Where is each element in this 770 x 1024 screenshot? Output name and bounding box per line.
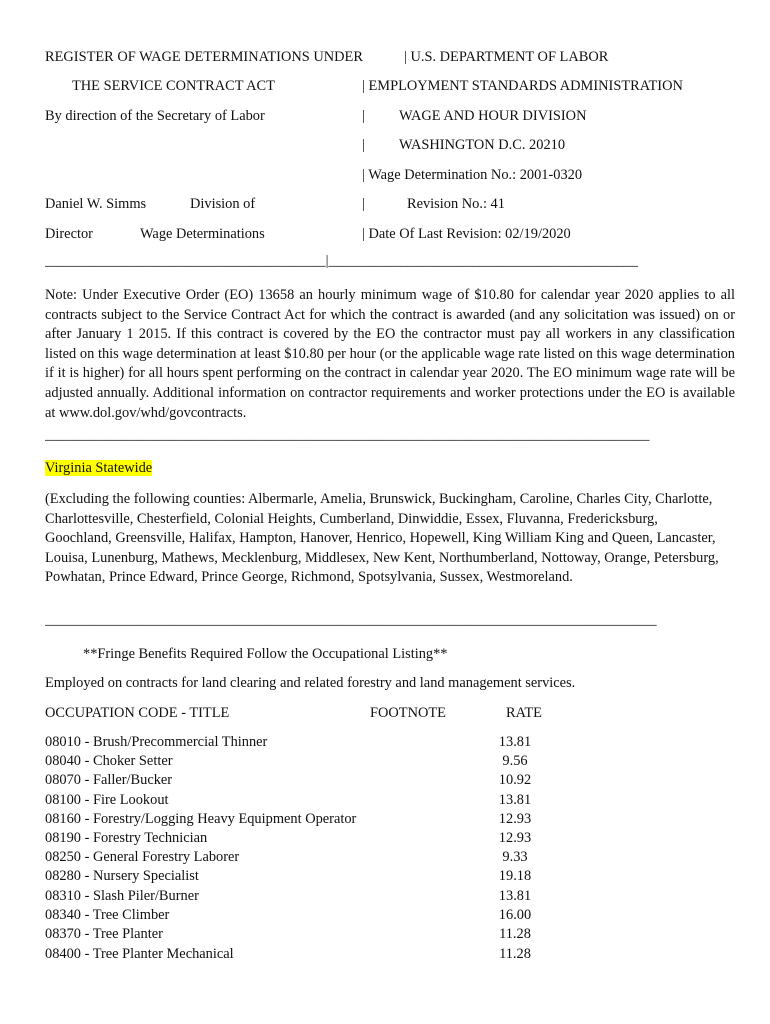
occupation-title: 08190 - Forestry Technician — [45, 830, 208, 846]
occupation-rate: 13.81 — [498, 734, 532, 750]
location-title — [45, 461, 152, 475]
last-revision-date: | Date Of Last Revision: 02/19/2020 — [362, 226, 571, 242]
table-row — [45, 850, 545, 869]
separator-bar: | — [362, 137, 365, 153]
section-divider: ____________________________________________________________________________________ — [45, 428, 650, 443]
signer-title: Director — [45, 226, 93, 242]
occupation-column-header: OCCUPATION CODE - TITLE — [45, 705, 230, 721]
table-row — [45, 869, 545, 888]
occupation-title: 08370 - Tree Planter — [45, 926, 163, 942]
excluded-counties: (Excluding the following counties: Albermarle, Amelia, Brunswick, Buckingham, Caroline, Charles City, Charlotte, Charlottesville, Chesterfield, Colonial Heights, Cumberland, Dinwiddie, Essex, Fluvanna, Fredericksburg, Goochland, Greensville, Halifax, Hampton, Hanover, Henrico, Hopewell, King William King and Queen, Lancaster, Louisa, Lunenburg, Mathews, Mecklenburg, Middlesex, New Kent, Northumberland, Nottoway, Orange, Petersburg, Powhatan, Prince Edward, Prince George, Richmond, Spotsylvania, Sussex, Westmoreland. — [45, 491, 719, 586]
section-divider: _____________________________________________________________________________________ — [45, 613, 657, 628]
signer-name: Daniel W. Simms — [45, 196, 147, 212]
department-title: | U.S. DEPARTMENT OF LABOR — [404, 49, 609, 65]
location-highlight: Virginia Statewide — [45, 460, 153, 476]
direction-line: By direction of the Secretary of Labor — [45, 108, 265, 124]
register-title: REGISTER OF WAGE DETERMINATIONS UNDER — [45, 49, 363, 65]
table-row — [45, 812, 545, 831]
occupation-title: 08280 - Nursery Specialist — [45, 868, 199, 884]
separator-bar: | — [362, 108, 365, 124]
occupation-title: 08250 - General Forestry Laborer — [45, 849, 240, 865]
occupation-title: 08340 - Tree Climber — [45, 907, 170, 923]
occupation-rate: 16.00 — [498, 907, 532, 923]
administration-title: | EMPLOYMENT STANDARDS ADMINISTRATION — [362, 78, 683, 94]
executive-order-note: Note: Under Executive Order (EO) 13658 an hourly minimum wage of $10.80 for calendar year 2020 applies to all contracts subject to the Service Contract Act for which the contract is awarded (and any solicitation was issued) on or after January 1 2015. If this contract is covered by the EO the contractor must pay all workers in any classification listed on this wage determination at least $10.80 per hour (or the applicable wage rate listed on this wage determination if it is higher) for all hours spent performing on the contract in calendar year 2020. The EO minimum wage rate will be adjusted annually. Additional information on contractor requirements and worker protections under the EO is available at www.dol.gov/whd/govcontracts. — [45, 287, 735, 421]
act-title: THE SERVICE CONTRACT ACT — [72, 78, 275, 94]
occupation-title: 08100 - Fire Lookout — [45, 792, 169, 808]
division-name: Wage Determinations — [140, 226, 265, 242]
occupation-title: 08010 - Brush/Precommercial Thinner — [45, 734, 268, 750]
table-row — [45, 773, 545, 792]
table-row — [45, 927, 545, 946]
table-row — [45, 889, 545, 908]
revision-number: Revision No.: 41 — [407, 196, 505, 212]
occupation-rate: 11.28 — [499, 926, 531, 942]
occupation-title: 08400 - Tree Planter Mechanical — [45, 946, 234, 962]
occupation-rate: 12.93 — [498, 811, 532, 827]
fringe-benefits-note: **Fringe Benefits Required Follow the Occupational Listing** — [83, 646, 448, 662]
occupation-rate: 19.18 — [498, 868, 532, 884]
occupation-title: 08160 - Forestry/Logging Heavy Equipment Operator — [45, 811, 357, 827]
division-label: Division of — [190, 196, 256, 212]
footnote-column-header: FOOTNOTE — [370, 705, 446, 721]
occupation-rate: 13.81 — [498, 888, 532, 904]
occupation-title: 08040 - Choker Setter — [45, 753, 173, 769]
wage-determination-number: | Wage Determination No.: 2001-0320 — [362, 167, 583, 183]
header-divider: _______________________________________|___________________________________________ — [45, 254, 638, 269]
occupation-rate: 12.93 — [498, 830, 532, 846]
table-row — [45, 735, 545, 754]
occupation-title: 08070 - Faller/Bucker — [45, 772, 173, 788]
table-row — [45, 947, 545, 966]
occupation-rate: 11.28 — [499, 946, 531, 962]
table-row — [45, 793, 545, 812]
occupation-rate: 9.56 — [502, 753, 528, 769]
rate-column-header: RATE — [506, 705, 542, 721]
table-row — [45, 831, 545, 850]
address-line: WASHINGTON D.C. 20210 — [399, 137, 566, 153]
table-row — [45, 908, 545, 927]
separator-bar: | — [362, 196, 365, 212]
employment-note: Employed on contracts for land clearing and related forestry and land management services. — [45, 675, 576, 691]
occupation-rate: 13.81 — [498, 792, 532, 808]
division-title: WAGE AND HOUR DIVISION — [399, 108, 587, 124]
occupation-rate: 9.33 — [502, 849, 528, 865]
occupation-title: 08310 - Slash Piler/Burner — [45, 888, 199, 904]
table-row — [45, 754, 545, 773]
occupation-rate: 10.92 — [498, 772, 532, 788]
